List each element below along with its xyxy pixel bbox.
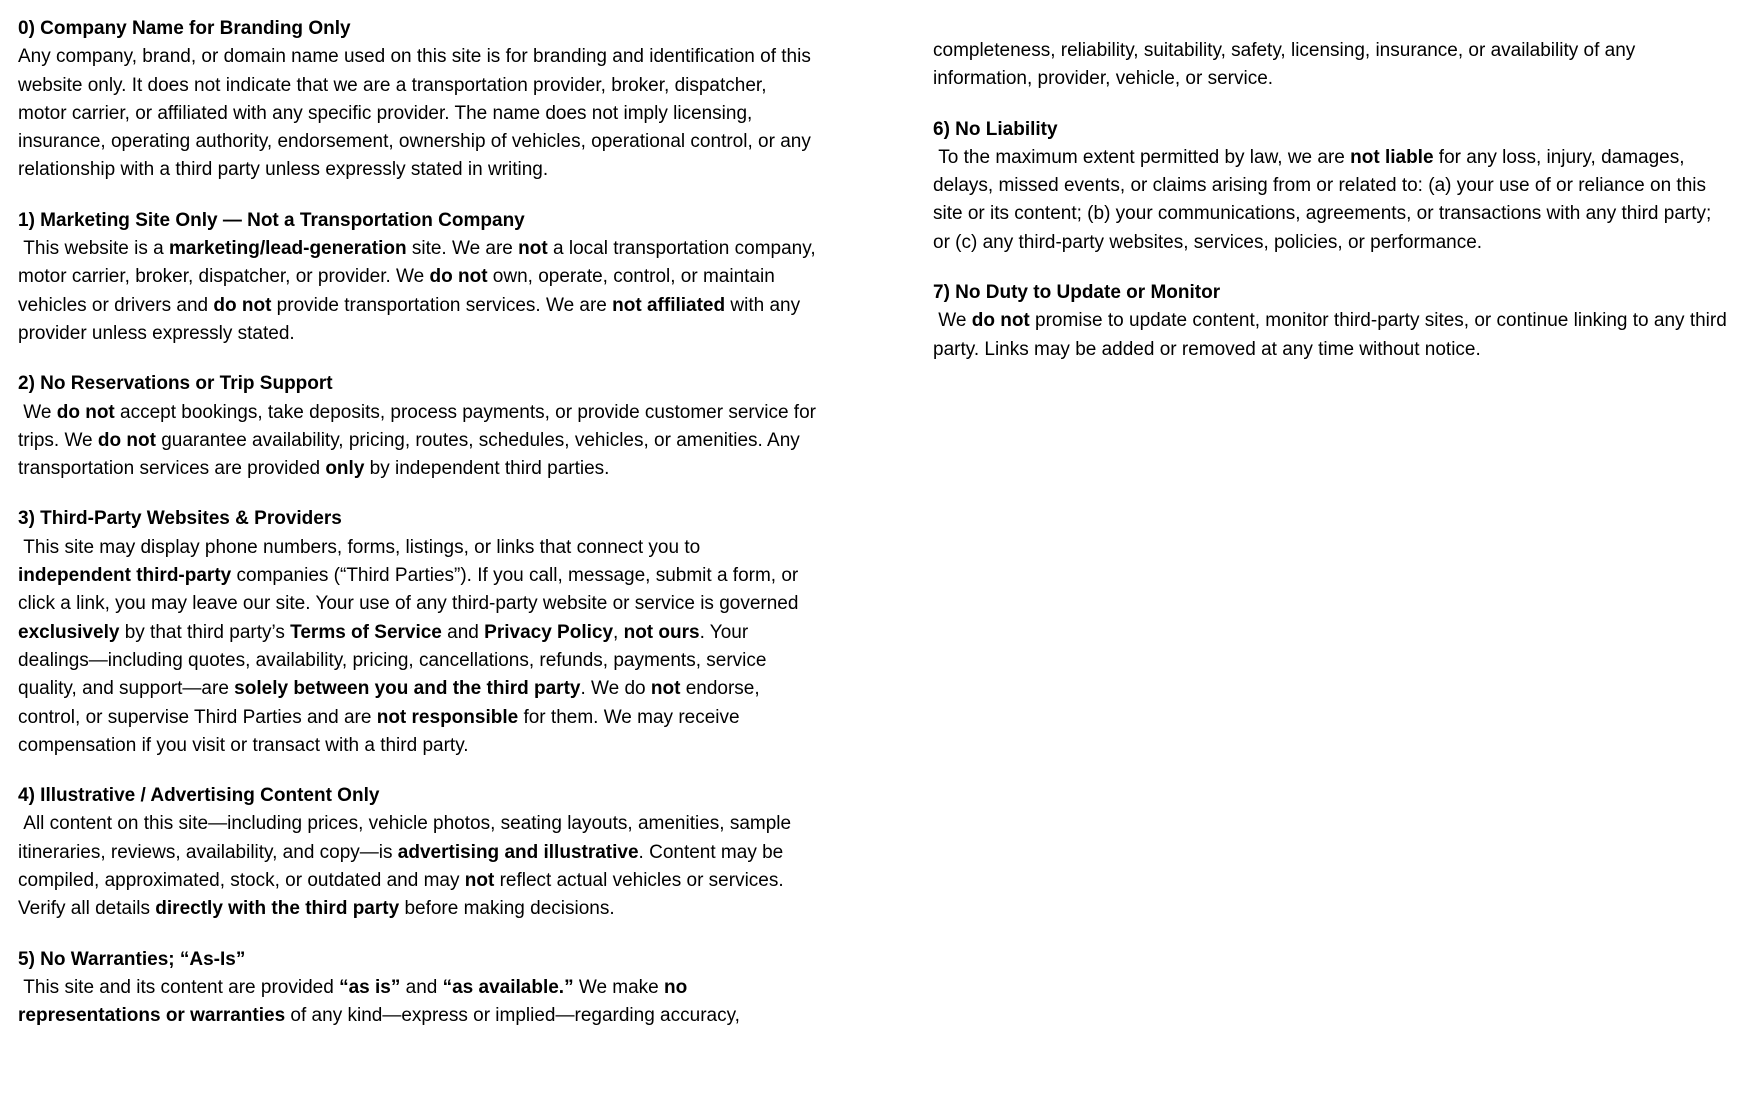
section-4-body: All content on this site—including prices, vehicle photos, seating layouts, amenities, sample itineraries, reviews, availability, and copy—is advertising and illustrative. Content may be compiled, approximated, stock, or outdated and may not reflect actual vehicles or services. Verify all details directly with the third party before making decisions. xyxy=(18,813,797,920)
section-5-body: This site and its content are provided “as is” and “as available.” We make no representations or warranties of any kind—express or implied—regarding accuracy, xyxy=(18,976,740,1027)
section-7-heading: 7) No Duty to Update or Monitor xyxy=(933,282,1221,304)
section-5-heading: 5) No Warranties; “As-Is” xyxy=(18,948,246,970)
section-3-third-party-websites xyxy=(18,505,818,760)
section-5-continued-body: completeness, reliability, suitability, safety, licensing, insurance, or availability of any information, provider, vehicle, or service. xyxy=(933,40,1641,90)
section-5-no-warranties xyxy=(18,946,818,1031)
section-1-body: This website is a marketing/lead-generation site. We are not a local transportation company, motor carrier, broker, dispatcher, or provider. We do not own, operate, control, or maintain vehicles or drivers and do not provide transportation services. We are not affiliated with any provider unless expressly stated. xyxy=(18,238,821,344)
section-3-heading: 3) Third-Party Websites & Providers xyxy=(18,508,342,530)
section-5-no-warranties-continued xyxy=(933,37,1733,94)
section-7-no-duty-to-update xyxy=(933,279,1733,364)
section-0-heading: 0) Company Name for Branding Only xyxy=(18,18,351,39)
right-column xyxy=(933,15,1733,1113)
section-0-body: Any company, brand, or domain name used on this site is for branding and identification of this website only. It does not indicate that we are a transportation provider, broker, dispatcher, motor carrier, or affiliated with any specific provider. The name does not imply licensing, insurance, operating authority, endorsement, ownership of vehicles, operational control, or any relationship with a third party unless expressly stated in writing. xyxy=(18,46,817,181)
section-3-body: This site may display phone numbers, forms, listings, or links that connect you to independent third-party companies (“Third Parties”). If you call, message, submit a form, or click a link, you may leave our site. Your use of any third-party website or service is governed exclusively by that third party’s Terms of Service and Privacy Policy, not ours. Your dealings—including quotes, availability, pricing, cancellations, refunds, payments, service quality, and support—are solely between you and the third party. We do not endorse, control, or supervise Third Parties and are not responsible for them. We may receive compensation if you visit or transact with a third party. xyxy=(18,536,804,756)
section-1-marketing-site-only xyxy=(18,207,821,348)
section-6-heading: 6) No Liability xyxy=(933,118,1058,140)
section-4-heading: 4) Illustrative / Advertising Content Only xyxy=(18,785,380,807)
section-0-company-name-branding xyxy=(18,15,818,185)
left-column xyxy=(18,15,822,1113)
section-6-body: To the maximum extent permitted by law, we are not liable for any loss, injury, damages, delays, missed events, or claims arising from or related to: (a) your use of or reliance on this site or its content; (b) your communications, agreements, or transactions with any third party; or (c) any third-party websites, services, policies, or performance. xyxy=(933,146,1717,253)
section-2-heading: 2) No Reservations or Trip Support xyxy=(18,373,333,395)
section-4-illustrative-content xyxy=(18,782,818,923)
section-1-heading: 1) Marketing Site Only — Not a Transportation Company xyxy=(18,209,525,231)
section-6-no-liability xyxy=(933,116,1733,257)
section-7-body: We do not promise to update content, monitor third-party sites, or continue linking to any third party. Links may be added or removed at any time without notice. xyxy=(933,310,1733,360)
section-2-no-reservations xyxy=(18,370,822,483)
section-2-body: We do not accept bookings, take deposits, process payments, or provide customer service for trips. We do not guarantee availability, pricing, routes, schedules, vehicles, or amenities. Any transportation services are provided only by independent third parties. xyxy=(18,401,822,480)
